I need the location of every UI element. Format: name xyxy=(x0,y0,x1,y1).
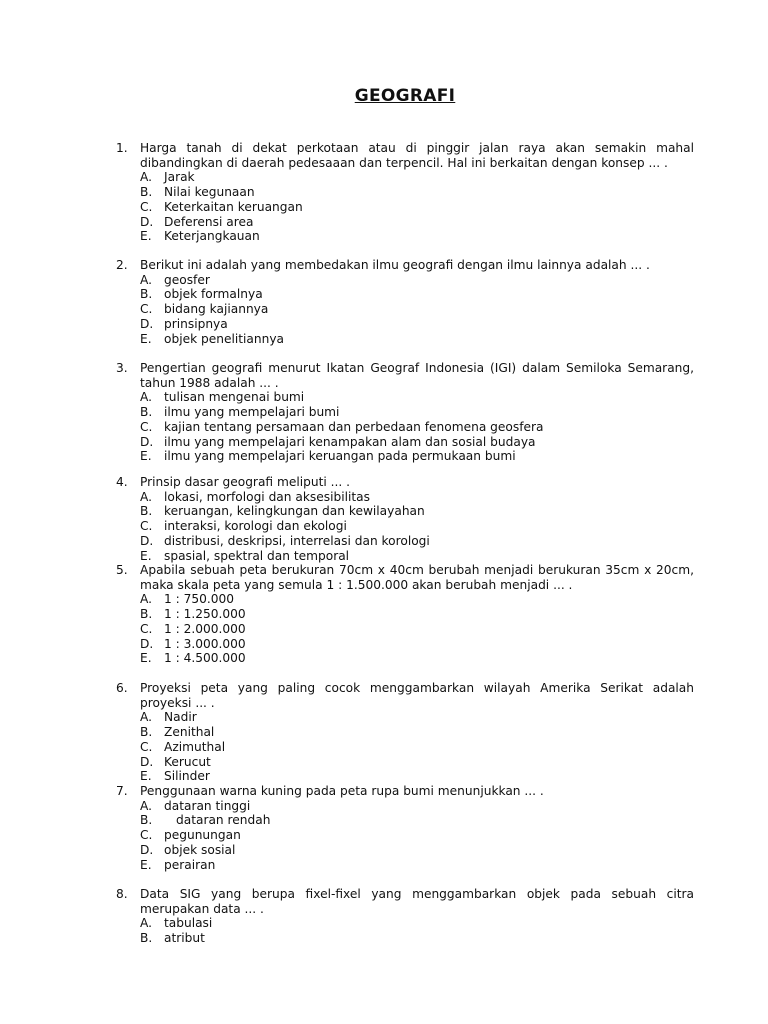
option-letter: A. xyxy=(140,798,152,813)
option-b xyxy=(140,287,694,302)
question-number: 1. xyxy=(116,141,128,155)
option-d xyxy=(140,637,694,652)
option-text: Zenithal xyxy=(164,725,215,740)
option-a xyxy=(140,592,694,607)
question-text: Proyeksi peta yang paling cocok menggambarkan wilayah Amerika Serikat adalah proyeksi ... . xyxy=(140,681,694,710)
option-text: interaksi, korologi dan ekologi xyxy=(164,519,347,534)
option-letter: C. xyxy=(140,199,153,214)
question-text: Apabila sebuah peta berukuran 70cm x 40cm berubah menjadi berukuran 35cm x 20cm, maka skala peta yang semula 1 : 1.500.000 akan berubah menjadi ... . xyxy=(140,563,694,592)
question-number: 3. xyxy=(116,361,128,375)
option-text: Kerucut xyxy=(164,754,211,769)
option-text: geosfer xyxy=(164,272,210,287)
option-e xyxy=(140,449,694,464)
option-letter: B. xyxy=(140,287,153,302)
option-b xyxy=(140,185,694,200)
option-letter: E. xyxy=(140,229,152,244)
option-text: Nadir xyxy=(164,710,197,725)
option-text: perairan xyxy=(164,857,216,872)
option-letter: E. xyxy=(140,449,152,464)
option-letter: A. xyxy=(140,272,152,287)
question-number: 7. xyxy=(116,784,128,798)
option-letter: C. xyxy=(140,302,153,317)
option-d xyxy=(140,215,694,230)
option-b xyxy=(140,813,694,828)
question-text: Pengertian geografi menurut Ikatan Geograf Indonesia (IGI) dalam Semiloka Semarang, tahun 1988 adalah ... . xyxy=(140,361,694,390)
option-text: Keterkaitan keruangan xyxy=(164,199,303,214)
option-text: 1 : 1.250.000 xyxy=(164,607,246,622)
option-letter: D. xyxy=(140,434,154,449)
option-a xyxy=(140,490,694,505)
question-text: Prinsip dasar geografi meliputi ... . xyxy=(140,475,350,489)
option-letter: E. xyxy=(140,769,152,784)
option-b xyxy=(140,405,694,420)
option-e xyxy=(140,549,694,564)
page-title: GEOGRAFI xyxy=(354,86,456,106)
option-c xyxy=(140,200,694,215)
option-text: atribut xyxy=(164,931,205,946)
option-letter: B. xyxy=(140,813,153,828)
question-4 xyxy=(116,475,694,563)
option-text: dataran tinggi xyxy=(164,798,251,813)
option-letter: E. xyxy=(140,651,152,666)
option-text: lokasi, morfologi dan aksesibilitas xyxy=(164,489,370,504)
question-number: 2. xyxy=(116,258,128,272)
option-text: ilmu yang mempelajari kenampakan alam dan sosial budaya xyxy=(164,434,536,449)
question-text: Harga tanah di dekat perkotaan atau di pinggir jalan raya akan semakin mahal dibandingkan di daerah pedesaaan dan terpencil. Hal ini berkaitan dengan konsep ... . xyxy=(140,141,694,170)
option-text: Deferensi area xyxy=(164,214,254,229)
option-a xyxy=(140,273,694,288)
option-text: Keterjangkauan xyxy=(164,229,260,244)
option-e xyxy=(140,769,694,784)
question-2 xyxy=(116,258,694,346)
question-text: Data SIG yang berupa fixel-fixel yang menggambarkan objek pada sebuah citra merupakan data ... . xyxy=(140,887,694,916)
option-b xyxy=(140,504,694,519)
option-letter: B. xyxy=(140,725,153,740)
option-letter: D. xyxy=(140,533,154,548)
option-a xyxy=(140,390,694,405)
option-e xyxy=(140,332,694,347)
option-c xyxy=(140,740,694,755)
option-text: dataran rendah xyxy=(176,813,271,828)
option-letter: D. xyxy=(140,316,154,331)
question-8 xyxy=(116,887,694,946)
option-d xyxy=(140,843,694,858)
option-a xyxy=(140,710,694,725)
option-text: ilmu yang mempelajari keruangan pada permukaan bumi xyxy=(164,449,516,464)
option-b xyxy=(140,725,694,740)
option-letter: B. xyxy=(140,185,153,200)
option-d xyxy=(140,317,694,332)
option-text: 1 : 4.500.000 xyxy=(164,651,246,666)
option-letter: C. xyxy=(140,828,153,843)
option-letter: A. xyxy=(140,390,152,405)
option-letter: D. xyxy=(140,754,154,769)
question-5 xyxy=(116,563,694,666)
option-b xyxy=(140,607,694,622)
option-c xyxy=(140,622,694,637)
question-number: 5. xyxy=(116,563,128,577)
option-letter: A. xyxy=(140,489,152,504)
option-c xyxy=(140,519,694,534)
option-e xyxy=(140,651,694,666)
option-text: ilmu yang mempelajari bumi xyxy=(164,405,340,420)
option-letter: E. xyxy=(140,548,152,563)
option-text: pegunungan xyxy=(164,828,241,843)
option-text: kajian tentang persamaan dan perbedaan fenomena geosfera xyxy=(164,419,544,434)
option-d xyxy=(140,435,694,450)
option-letter: D. xyxy=(140,636,154,651)
option-letter: A. xyxy=(140,592,152,607)
option-letter: E. xyxy=(140,331,152,346)
option-letter: B. xyxy=(140,504,153,519)
option-d xyxy=(140,755,694,770)
question-1 xyxy=(116,141,694,244)
option-letter: D. xyxy=(140,214,154,229)
option-e xyxy=(140,229,694,244)
option-c xyxy=(140,302,694,317)
option-letter: C. xyxy=(140,419,153,434)
option-letter: C. xyxy=(140,519,153,534)
option-letter: C. xyxy=(140,739,153,754)
question-text: Penggunaan warna kuning pada peta rupa bumi menunjukkan ... . xyxy=(140,784,544,798)
option-letter: A. xyxy=(140,916,152,931)
option-letter: A. xyxy=(140,170,152,185)
option-text: bidang kajiannya xyxy=(164,302,269,317)
option-c xyxy=(140,828,694,843)
option-a xyxy=(140,170,694,185)
question-number: 6. xyxy=(116,681,128,695)
option-letter: C. xyxy=(140,621,153,636)
option-text: distribusi, deskripsi, interrelasi dan korologi xyxy=(164,533,430,548)
option-text: keruangan, kelingkungan dan kewilayahan xyxy=(164,504,425,519)
option-text: Nilai kegunaan xyxy=(164,185,255,200)
option-text: 1 : 750.000 xyxy=(164,592,235,607)
question-7 xyxy=(116,784,694,872)
option-a xyxy=(140,799,694,814)
option-text: 1 : 3.000.000 xyxy=(164,636,246,651)
option-c xyxy=(140,420,694,435)
option-text: Jarak xyxy=(164,170,195,185)
option-e xyxy=(140,858,694,873)
option-text: spasial, spektral dan temporal xyxy=(164,548,350,563)
option-text: tabulasi xyxy=(164,916,213,931)
option-text: Azimuthal xyxy=(164,739,226,754)
question-number: 8. xyxy=(116,887,128,901)
option-text: objek formalnya xyxy=(164,287,263,302)
question-3 xyxy=(116,361,694,464)
option-letter: B. xyxy=(140,931,153,946)
question-number: 4. xyxy=(116,475,128,489)
option-text: tulisan mengenai bumi xyxy=(164,390,305,405)
option-text: 1 : 2.000.000 xyxy=(164,621,246,636)
option-a xyxy=(140,916,694,931)
option-letter: B. xyxy=(140,405,153,420)
option-text: objek penelitiannya xyxy=(164,331,285,346)
option-letter: A. xyxy=(140,710,152,725)
option-letter: B. xyxy=(140,607,153,622)
option-letter: E. xyxy=(140,857,152,872)
option-letter: D. xyxy=(140,842,154,857)
option-text: prinsipnya xyxy=(164,316,228,331)
option-text: Silinder xyxy=(164,769,210,784)
question-6 xyxy=(116,681,694,784)
option-d xyxy=(140,534,694,549)
option-text: objek sosial xyxy=(164,842,236,857)
option-b xyxy=(140,931,694,946)
question-text: Berikut ini adalah yang membedakan ilmu geografi dengan ilmu lainnya adalah ... . xyxy=(140,258,650,272)
